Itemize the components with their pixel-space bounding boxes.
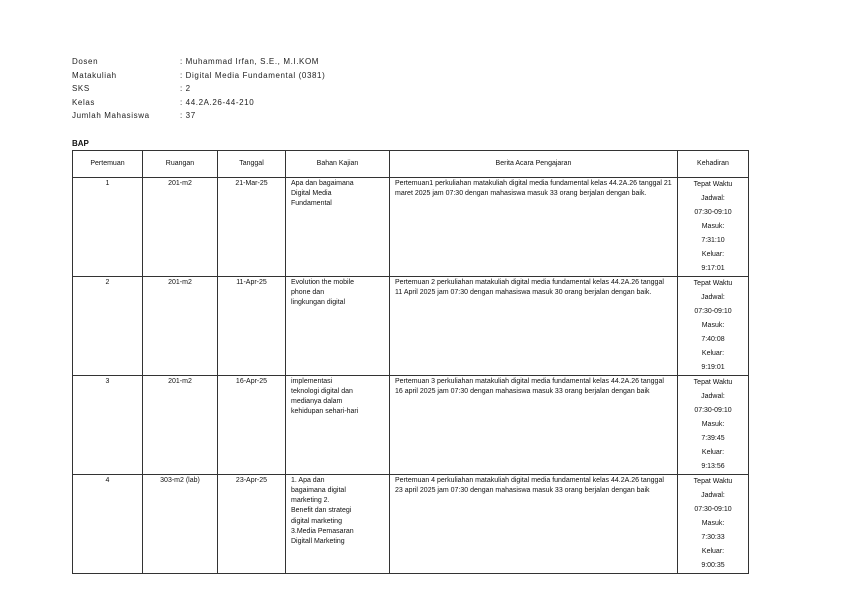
kehadiran-line: 7:40:08	[701, 336, 725, 343]
bahan-line: Digitall Marketing	[291, 537, 345, 545]
cell-pertemuan: 1	[73, 178, 143, 277]
kehadiran-line: 9:13:56	[701, 463, 725, 470]
info-row-kelas	[72, 98, 325, 112]
cell-pertemuan: 4	[73, 475, 143, 574]
table-row	[73, 376, 749, 475]
kehadiran-line: Keluar:	[701, 251, 725, 258]
kehadiran-line: 7:31:10	[701, 237, 725, 244]
cell-tanggal: 11-Apr-25	[218, 277, 286, 376]
cell-berita-acara: Pertemuan 2 perkuliahan matakuliah digital media fundamental kelas 44.2A.26 tanggal 11 April 2025 jam 07:30 dengan mahasiswa masuk 30 orang berjalan dengan baik.	[390, 277, 678, 376]
cell-ruangan: 201-m2	[143, 277, 218, 376]
cell-kehadiran	[678, 376, 749, 475]
kehadiran-line: 7:39:45	[701, 435, 725, 442]
header-tanggal: Tanggal	[218, 151, 286, 178]
cell-bahan-kajian	[286, 178, 390, 277]
cell-bahan-kajian	[286, 376, 390, 475]
header-berita-acara: Berita Acara Pengajaran	[390, 151, 678, 178]
cell-berita-acara: Pertemuan 4 perkuliahan matakuliah digital media fundamental kelas 44.2A.26 tanggal 23 april 2025 jam 07:30 dengan mahasiswa masuk 33 orang berjalan dengan baik	[390, 475, 678, 574]
kehadiran-line: 9:00:35	[701, 562, 725, 569]
table-row	[73, 277, 749, 376]
info-row-sks	[72, 84, 325, 98]
header-bahan-kajian: Bahan Kajian	[286, 151, 390, 178]
bahan-line: bagaimana digital	[291, 487, 346, 495]
header-pertemuan: Pertemuan	[73, 151, 143, 178]
cell-bahan-kajian	[286, 475, 390, 574]
kehadiran-line: Keluar:	[701, 350, 725, 357]
cell-kehadiran	[678, 277, 749, 376]
section-title: BAP	[72, 139, 89, 148]
bahan-line: Digital Media	[291, 190, 332, 198]
table-row	[73, 475, 749, 574]
kehadiran-line: Jadwal:	[701, 195, 725, 202]
bahan-line: teknologi digital dan	[291, 388, 353, 396]
cell-bahan-kajian	[286, 277, 390, 376]
kehadiran-line: 07:30-09:10	[694, 209, 732, 216]
bahan-line: Apa dan bagaimana	[291, 180, 354, 187]
cell-ruangan: 201-m2	[143, 178, 218, 277]
info-row-jumlah-mahasiswa	[72, 111, 325, 125]
kehadiran-line: 9:17:01	[701, 265, 725, 272]
course-info	[72, 57, 325, 125]
kehadiran-line: Masuk:	[701, 322, 725, 329]
kehadiran-line: 07:30-09:10	[694, 407, 732, 414]
cell-kehadiran	[678, 178, 749, 277]
kehadiran-line: 07:30-09:10	[694, 506, 732, 513]
kehadiran-line: Masuk:	[701, 421, 725, 428]
kehadiran-line: Tepat Waktu	[693, 478, 733, 485]
header-ruangan: Ruangan	[143, 151, 218, 178]
kehadiran-line: Jadwal:	[701, 294, 725, 301]
bahan-line: Evolution the mobile	[291, 279, 355, 286]
info-label: Jumlah Mahasiswa	[72, 111, 150, 120]
kehadiran-line: Tepat Waktu	[693, 181, 733, 188]
info-value: : 44.2A.26-44-210	[180, 97, 255, 107]
info-label: SKS	[72, 84, 90, 93]
kehadiran-line: Masuk:	[701, 223, 725, 230]
info-value: : Digital Media Fundamental (0381)	[180, 70, 326, 80]
kehadiran-line: Masuk:	[701, 520, 725, 527]
bahan-line: marketing 2.	[291, 497, 330, 505]
kehadiran-line: Jadwal:	[701, 492, 725, 499]
cell-berita-acara: Pertemuan1 perkuliahan matakuliah digital media fundamental kelas 44.2A.26 tanggal 21 maret 2025 jam 07:30 dengan mahasiswa masuk 33 orang berjalan dengan baik.	[390, 178, 678, 277]
cell-ruangan: 201-m2	[143, 376, 218, 475]
cell-tanggal: 23-Apr-25	[218, 475, 286, 574]
bahan-line: 1. Apa dan	[291, 477, 325, 484]
info-row-dosen	[72, 57, 325, 71]
info-value: : Muhammad Irfan, S.E., M.I.KOM	[180, 57, 320, 66]
cell-kehadiran	[678, 475, 749, 574]
kehadiran-line: 07:30-09:10	[694, 308, 732, 315]
info-label: Kelas	[72, 97, 96, 107]
kehadiran-line: Tepat Waktu	[693, 379, 733, 386]
bahan-line: phone dan	[291, 289, 325, 297]
bahan-line: implementasi	[291, 378, 333, 385]
cell-berita-acara: Pertemuan 3 perkuliahan matakuliah digital media fundamental kelas 44.2A.26 tanggal 16 april 2025 jam 07:30 dengan mahasiswa masuk 33 orang berjalan dengan baik	[390, 376, 678, 475]
info-label: Matakuliah	[72, 70, 117, 80]
info-value: : 2	[180, 84, 191, 93]
kehadiran-line: 9:19:01	[701, 364, 725, 371]
cell-tanggal: 21-Mar-25	[218, 178, 286, 277]
kehadiran-line: Keluar:	[701, 449, 725, 456]
table-row	[73, 178, 749, 277]
bahan-line: Benefit dan strategi	[291, 507, 352, 515]
cell-pertemuan: 2	[73, 277, 143, 376]
cell-pertemuan: 3	[73, 376, 143, 475]
kehadiran-line: Keluar:	[701, 548, 725, 555]
bahan-line: medianya dalam	[291, 398, 343, 406]
bahan-line: kehidupan sehari-hari	[291, 408, 359, 416]
info-value: : 37	[180, 111, 196, 120]
info-row-matakuliah	[72, 71, 325, 85]
bahan-line: Fundamental	[291, 200, 332, 208]
kehadiran-line: 7:30:33	[701, 534, 725, 541]
table-header-row	[73, 151, 749, 178]
kehadiran-line: Jadwal:	[701, 393, 725, 400]
bahan-line: digital marketing	[291, 517, 342, 525]
header-kehadiran: Kehadiran	[678, 151, 749, 178]
cell-tanggal: 16-Apr-25	[218, 376, 286, 475]
bap-table	[72, 150, 749, 574]
cell-ruangan: 303-m2 (lab)	[143, 475, 218, 574]
bahan-line: 3.Media Pemasaran	[291, 527, 354, 535]
info-label: Dosen	[72, 57, 99, 66]
bahan-line: lingkungan digital	[291, 299, 346, 307]
kehadiran-line: Tepat Waktu	[693, 280, 733, 287]
